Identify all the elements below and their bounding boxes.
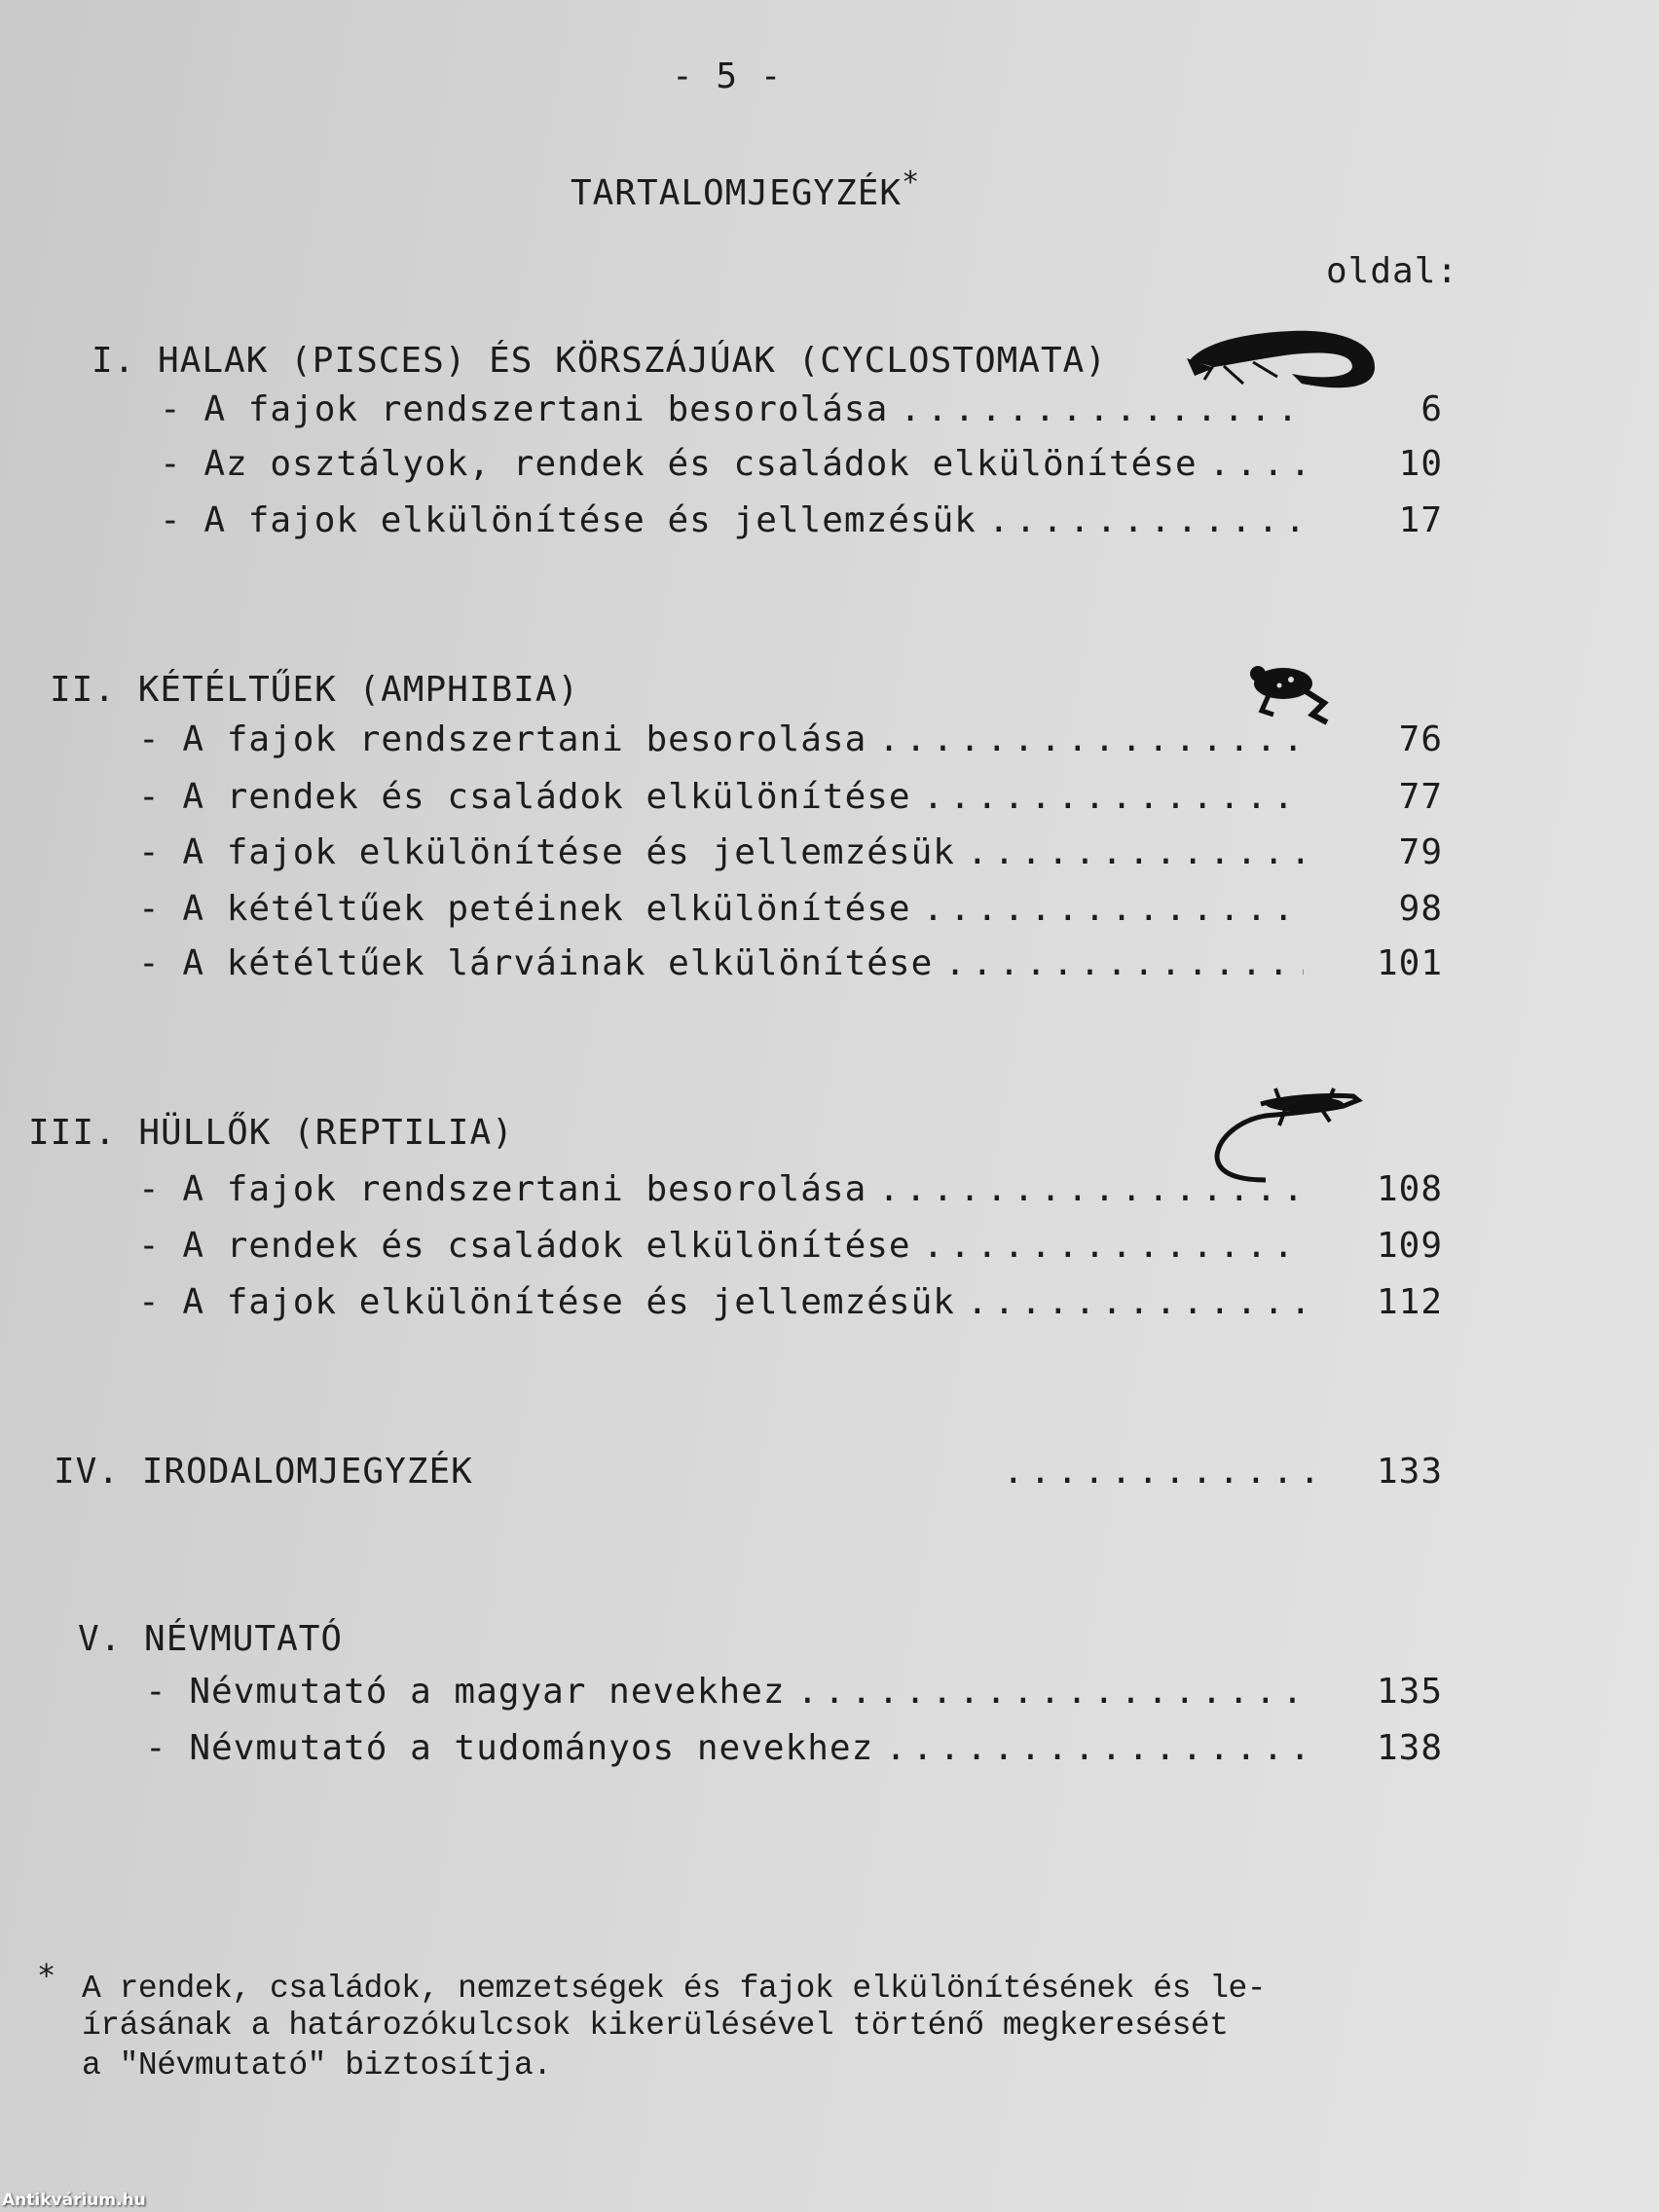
entry-label: - Névmutató a tudományos nevekhez	[145, 1728, 874, 1768]
section-heading-5: V. NÉVMUTATÓ	[78, 1619, 344, 1659]
leader-dots	[878, 1169, 1304, 1209]
fish-icon	[1185, 313, 1380, 401]
frog-icon	[1244, 654, 1332, 728]
footnote-mark: *	[37, 1957, 57, 1994]
entry-label: - A fajok rendszertani besorolása	[160, 389, 889, 429]
entry-label: - A fajok elkülönítése és jellemzésük	[138, 832, 955, 872]
footnote-line: a "Névmutató" biztosítja.	[82, 2047, 552, 2083]
entry-page: 138	[1376, 1728, 1443, 1768]
toc-entry[interactable]	[160, 444, 1304, 484]
entry-page: 109	[1376, 1226, 1443, 1266]
entry-label: - A fajok rendszertani besorolása	[138, 719, 867, 759]
entry-page: 17	[1398, 500, 1443, 540]
entry-page: 135	[1376, 1672, 1443, 1712]
footnote-line: A rendek, családok, nemzetségek és fajok elkülönítésének és le-	[82, 1971, 1267, 2007]
entry-label: - A rendek és családok elkülönítése	[138, 777, 911, 817]
section-heading-4: IV. IRODALOMJEGYZÉK	[54, 1452, 473, 1492]
toc-entry[interactable]	[138, 832, 1304, 872]
section-heading-3: III. HÜLLŐK (REPTILIA)	[28, 1113, 514, 1153]
entry-label: - A fajok elkülönítése és jellemzésük	[138, 1282, 955, 1322]
toc-entry[interactable]	[138, 719, 1304, 759]
leader-dots	[885, 1728, 1313, 1768]
entry-label: - A kétéltűek petéinek elkülönítése	[138, 889, 911, 929]
toc-entry[interactable]	[160, 500, 1304, 540]
entry-label: - A kétéltűek lárváinak elkülönítése	[138, 943, 934, 983]
page-column-label: oldal:	[1326, 251, 1459, 291]
entry-label: - Az osztályok, rendek és családok elkülönítése	[160, 444, 1198, 484]
entry-page: 76	[1398, 719, 1443, 759]
entry-label: - A fajok rendszertani besorolása	[138, 1169, 867, 1209]
leader-dots	[1003, 1452, 1314, 1492]
toc-entry[interactable]	[138, 943, 1304, 983]
leader-dots	[878, 719, 1304, 759]
toc-entry[interactable]	[138, 1169, 1304, 1209]
leader-dots	[923, 777, 1304, 817]
section-heading-1: I. HALAK (PISCES) ÉS KÖRSZÁJÚAK (CYCLOSTOMATA)	[92, 341, 1107, 381]
entry-page: 79	[1398, 832, 1443, 872]
entry-label: - A rendek és családok elkülönítése	[138, 1226, 911, 1266]
toc-entry[interactable]	[145, 1672, 1313, 1712]
title-text: TARTALOMJEGYZÉK	[571, 173, 903, 213]
leader-dots	[900, 389, 1304, 429]
entry-page: 112	[1376, 1282, 1443, 1322]
page-number: - 5 -	[672, 56, 783, 96]
entry-page: 101	[1376, 943, 1443, 983]
toc-entry[interactable]	[145, 1728, 1313, 1768]
leader-dots	[923, 1226, 1304, 1266]
entry-page: 77	[1398, 777, 1443, 817]
leader-dots	[923, 889, 1304, 929]
toc-entry[interactable]	[160, 389, 1304, 429]
toc-entry[interactable]	[138, 1226, 1304, 1266]
page-title	[571, 166, 920, 213]
entry-label: - Névmutató a magyar nevekhez	[145, 1672, 786, 1712]
leader-dots	[967, 1282, 1304, 1322]
entry-label: - A fajok elkülönítése és jellemzésük	[160, 500, 977, 540]
entry-page: 133	[1376, 1452, 1443, 1492]
leader-dots	[1209, 444, 1304, 484]
leader-dots	[988, 500, 1304, 540]
footnote-line: írásának a határozókulcsok kikerülésével történő megkeresését	[82, 2008, 1229, 2044]
toc-entry-dots	[1003, 1452, 1314, 1492]
entry-page: 6	[1420, 389, 1443, 429]
leader-dots	[797, 1672, 1313, 1712]
entry-page: 108	[1376, 1169, 1443, 1209]
leader-dots	[944, 943, 1304, 983]
watermark: Antikvárium.hu	[2, 2191, 146, 2210]
entry-page: 10	[1398, 444, 1443, 484]
toc-entry[interactable]	[138, 889, 1304, 929]
section-heading-2: II. KÉTÉLTŰEK (AMPHIBIA)	[50, 670, 580, 710]
toc-entry[interactable]	[138, 1282, 1304, 1322]
leader-dots	[967, 832, 1304, 872]
entry-page: 98	[1398, 889, 1443, 929]
title-footnote-mark: *	[902, 166, 921, 200]
toc-entry[interactable]	[138, 777, 1304, 817]
